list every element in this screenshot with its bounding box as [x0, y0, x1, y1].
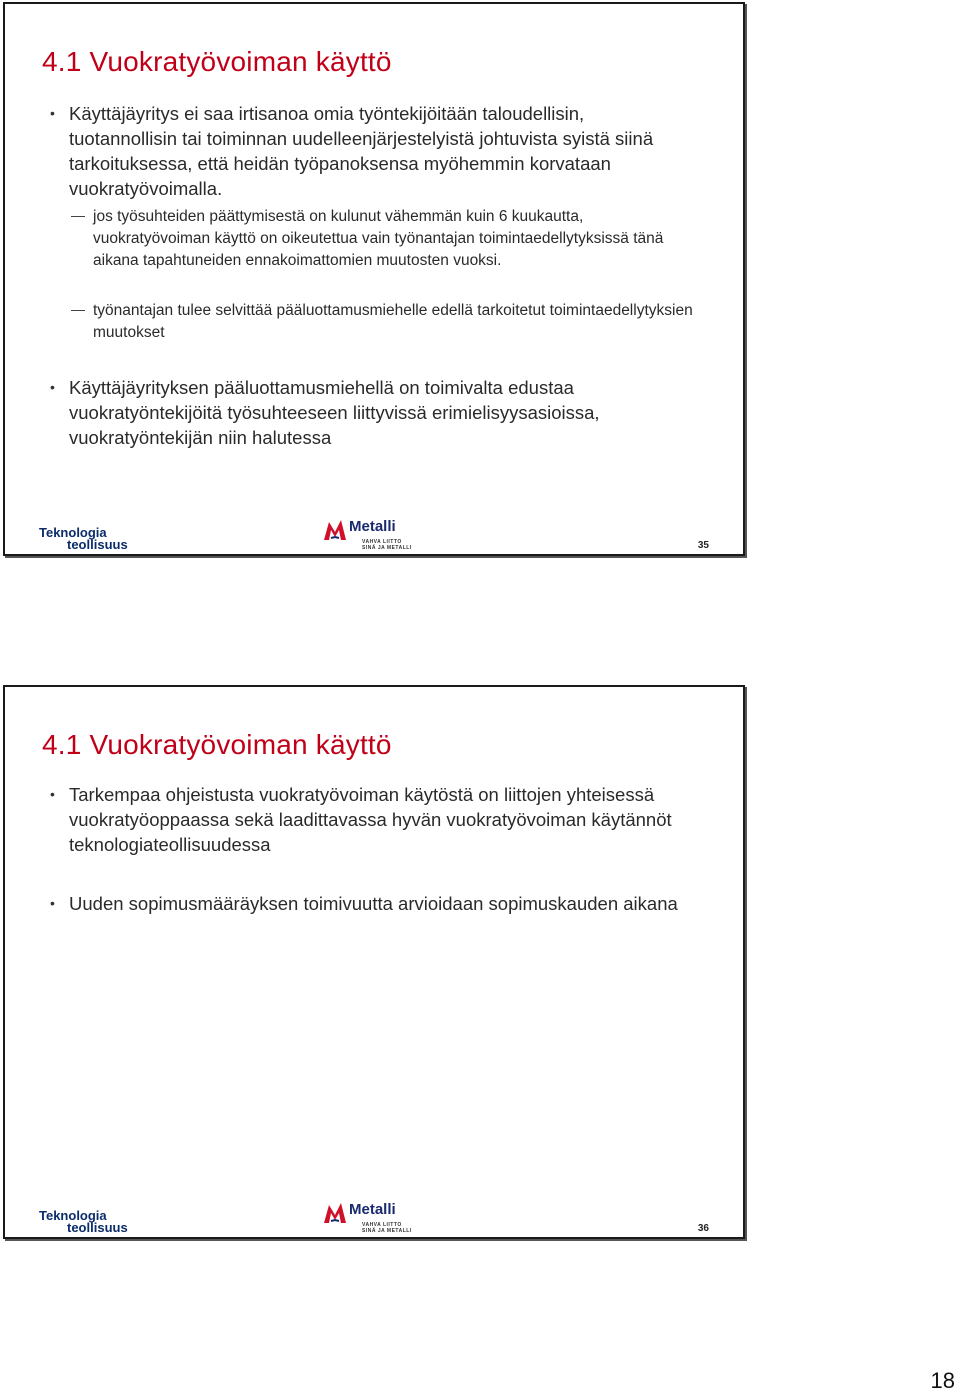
sub-bullet-item	[93, 300, 693, 344]
slide-page-number: 36	[697, 1223, 709, 1234]
teknologiateollisuus-logo: Teknologia teollisuus	[39, 1208, 128, 1235]
document-page-number: 18	[930, 1368, 955, 1393]
sub-bullet-text: työnantajan tulee selvittää pääluottamusmiehelle edellä tarkoitetut toimintaedellytyksien muutokset	[93, 302, 693, 341]
bullet-dot-icon: •	[50, 895, 55, 911]
bullet-text: Tarkempaa ohjeistusta vuokratyövoiman käytöstä on liittojen yhteisessä vuokratyöoppaassa sekä laadittavassa hyvän vuokratyövoiman käytännöt teknologiateollisuudessa	[69, 784, 672, 855]
bullet-text: Uuden sopimusmääräyksen toimivuutta arvioidaan sopimuskauden aikana	[69, 893, 678, 914]
metalli-emblem-icon	[322, 518, 348, 542]
bullet-text: Käyttäjäyrityksen pääluottamusmiehellä on toimivalta edustaa vuokratyöntekijöitä työsuhteeseen liittyvissä erimielisyysasioissa, vuokratyöntekijän niin halutessa	[69, 377, 600, 448]
slide-title: 4.1 Vuokratyövoiman käyttö	[42, 46, 392, 77]
dash-icon	[71, 310, 85, 311]
sub-bullet-text: jos työsuhteiden päättymisestä on kulunut vähemmän kuin 6 kuukautta, vuokratyövoiman käyttö on oikeutettua vain työnantajan toimintaedellytyksissä tänä aikana tapahtuneiden ennakoimattomien muutosten vuoksi.	[93, 208, 664, 269]
metalli-logo: Metalli VAHVA LIITTO SINÄ JA METALLI	[322, 516, 408, 554]
bullet-dot-icon: •	[50, 786, 55, 802]
slide-35	[3, 2, 745, 556]
sub-bullet-item	[93, 206, 693, 272]
bullet-item	[50, 891, 689, 916]
bullet-item	[50, 101, 689, 201]
bullet-item	[50, 782, 689, 857]
slide-title: 4.1 Vuokratyövoiman käyttö	[42, 729, 392, 760]
slide-36	[3, 685, 745, 1239]
metalli-emblem-icon	[322, 1201, 348, 1225]
bullet-text: Käyttäjäyritys ei saa irtisanoa omia työntekijöitään taloudellisin, tuotannollisin tai toiminnan uudelleenjärjestelyistä johtuvista syistä siinä tarkoituksessa, että heidän työpanoksensa myöhemmin korvataan vuokratyövoimalla.	[69, 103, 654, 199]
metalli-logo: Metalli VAHVA LIITTO SINÄ JA METALLI	[322, 1199, 408, 1237]
slide-page-number: 35	[697, 540, 709, 551]
teknologiateollisuus-logo: Teknologia teollisuus	[39, 525, 128, 552]
bullet-dot-icon: •	[50, 105, 55, 121]
dash-icon	[71, 216, 85, 217]
bullet-dot-icon: •	[50, 379, 55, 395]
bullet-item	[50, 375, 689, 450]
